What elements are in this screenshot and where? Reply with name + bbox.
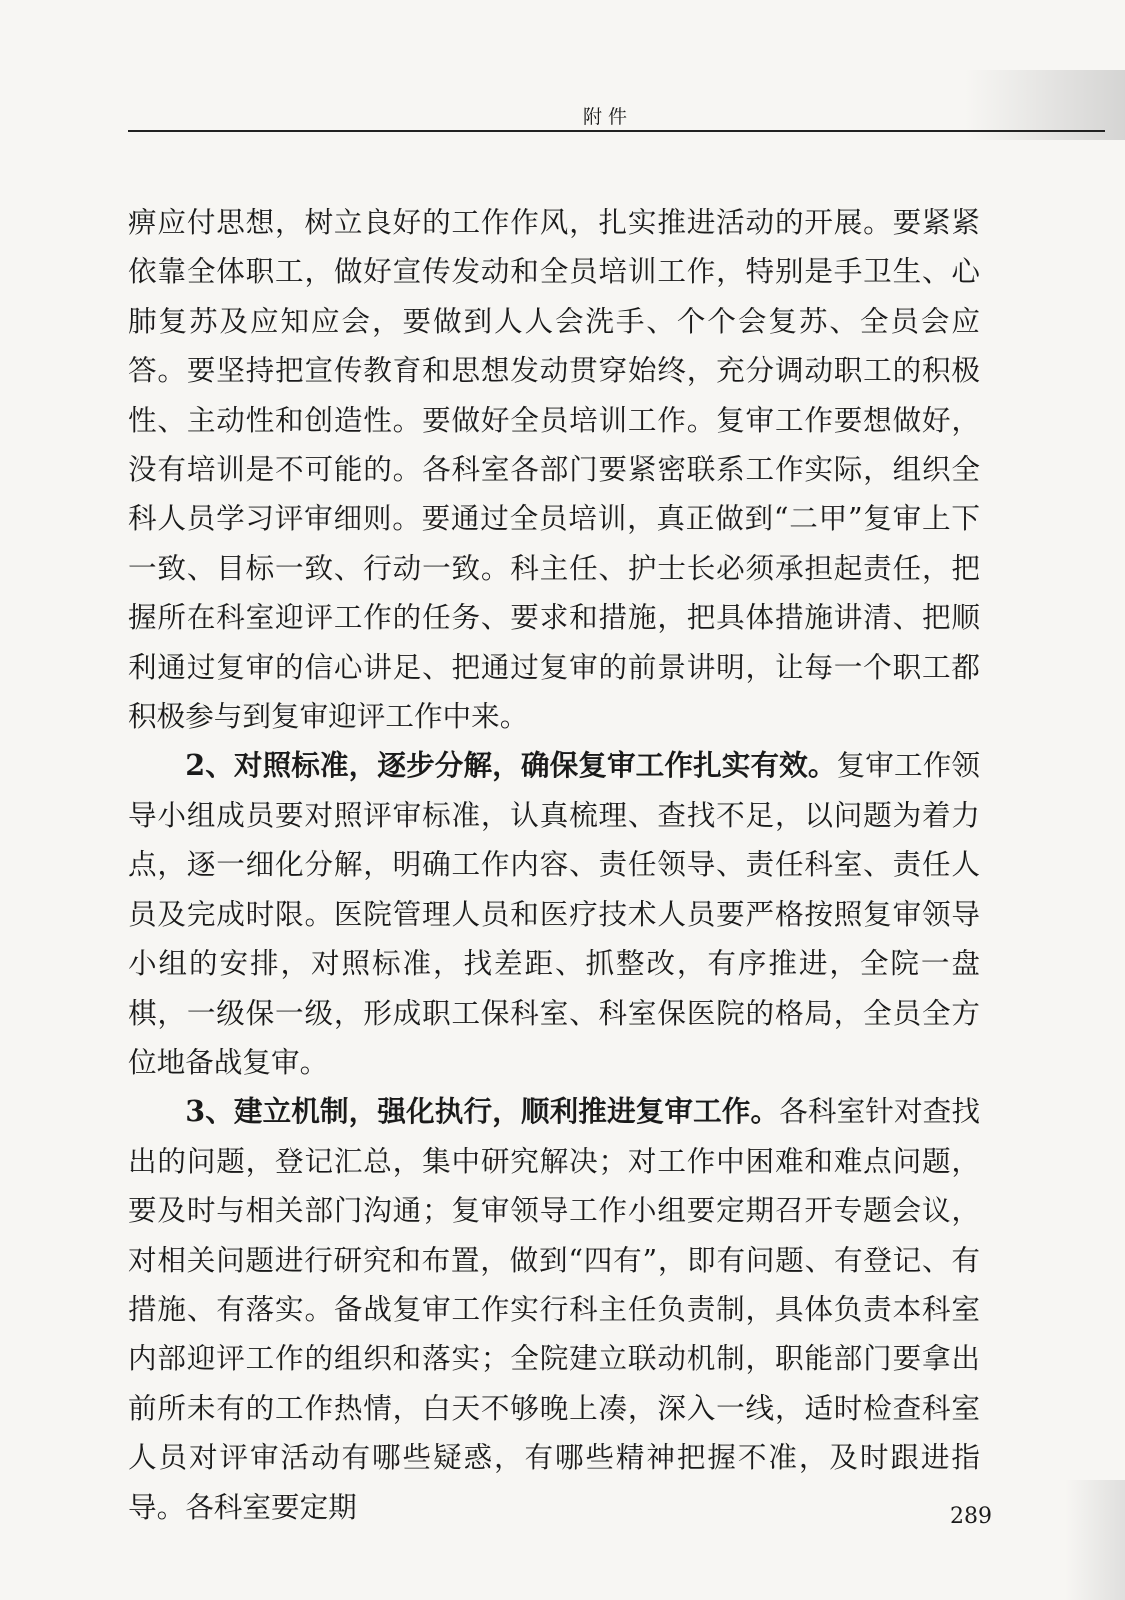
page-number: 289 — [950, 1504, 992, 1529]
paragraph-text: 各科室针对查找出的问题，登记汇总，集中研究解决；对工作中困难和难点问题，要及时与相关部门沟通；复审领导工作小组要定期召开专题会议，对相关问题进行研究和布置，做到“四有”，即有问题、有登记、有措施、有落实。备战复审工作实行科主任负责制，具体负责本科室内部迎评工作的组织和落实；全院建立联动机制，职能部门要拿出前所未有的工作热情，白天不够晚上凑，深入一线，适时检查科室人员对评审活动有哪些疑惑，有哪些精神把握不准，及时跟进指导。各科室要定期 — [128, 1094, 980, 1524]
body-text — [128, 198, 980, 1532]
paragraph-continuation — [128, 198, 980, 741]
scan-shading-bottom — [1065, 1480, 1125, 1600]
paragraph-heading: 3、建立机制，强化执行，顺利推进复审工作。 — [185, 1094, 780, 1129]
paragraph-text: 复审工作领导小组成员要对照评审标准，认真梳理、查找不足，以问题为着力点，逐一细化分解，明确工作内容、责任领导、责任科室、责任人员及完成时限。医院管理人员和医疗技术人员要严格按照复审领导小组的安排，对照标准，找差距、抓整改，有序推进，全院一盘棋，一级保一级，形成职工保科室、科室保医院的格局，全员全方位地备战复审。 — [128, 748, 980, 1079]
paragraph-2 — [128, 741, 980, 1087]
paragraph-3 — [128, 1087, 980, 1532]
page-header — [128, 96, 1105, 132]
header-label: 附件 — [583, 106, 634, 128]
paragraph-text: 痹应付思想，树立良好的工作作风，扎实推进活动的开展。要紧紧依靠全体职工，做好宣传发动和全员培训工作，特别是手卫生、心肺复苏及应知应会，要做到人人会洗手、个个会复苏、全员会应答。要坚持把宣传教育和思想发动贯穿始终，充分调动职工的积极性、主动性和创造性。要做好全员培训工作。复审工作要想做好，没有培训是不可能的。各科室各部门要紧密联系工作实际，组织全科人员学习评审细则。要通过全员培训，真正做到“二甲”复审上下一致、目标一致、行动一致。科主任、护士长必须承担起责任，把握所在科室迎评工作的任务、要求和措施，把具体措施讲清、把顺利通过复审的信心讲足、把通过复审的前景讲明，让每一个职工都积极参与到复审迎评工作中来。 — [128, 205, 980, 734]
paragraph-heading: 2、对照标准，逐步分解，确保复审工作扎实有效。 — [185, 748, 837, 783]
